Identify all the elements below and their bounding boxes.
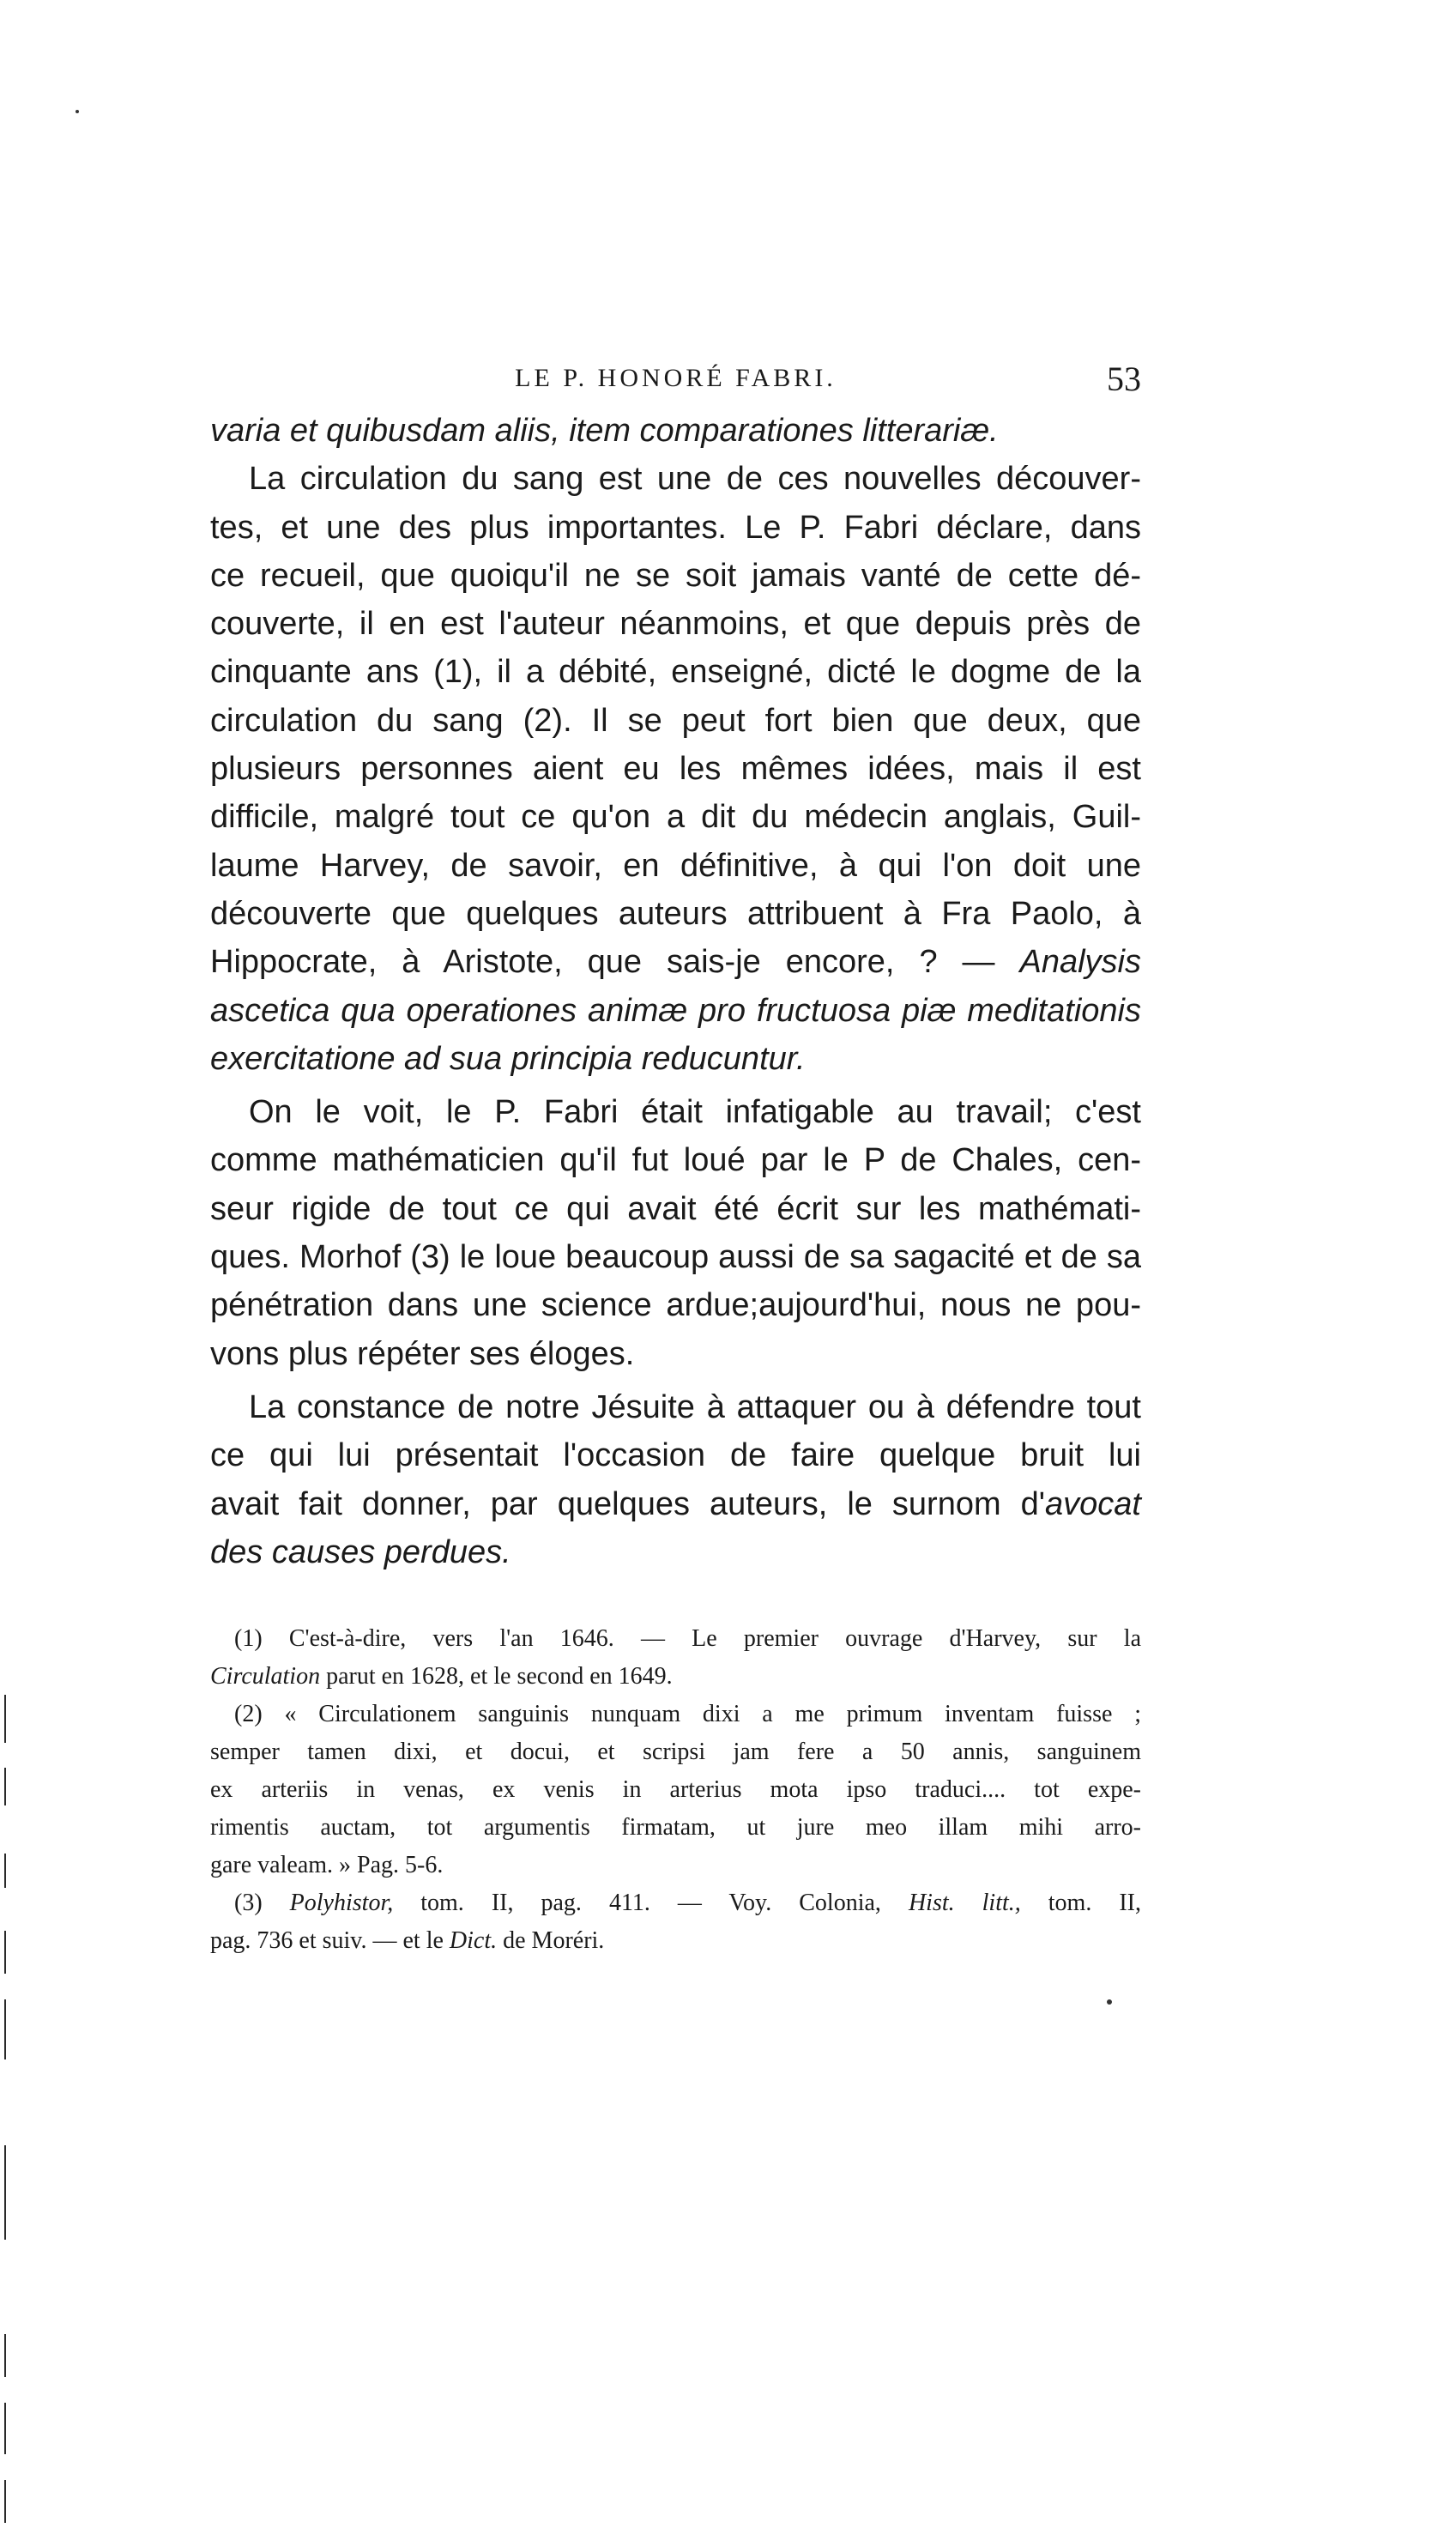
binding-mark	[4, 1768, 6, 1805]
footnote-line	[210, 1884, 1141, 1922]
page-header	[210, 359, 1141, 402]
running-head: LE P. HONORÉ FABRI.	[515, 364, 837, 392]
text-line: vons plus répéter ses éloges.	[210, 1335, 635, 1372]
text-line: difficile, malgré tout ce qu'on a dit du médecin anglais, Guil-	[210, 799, 1141, 836]
text-line: laume Harvey, de savoir, en définitive, à qui l'on doit une	[210, 847, 1141, 884]
text-line: des causes perdues.	[210, 1533, 511, 1570]
text-line: exercitatione ad sua principia reducuntur.	[210, 1040, 806, 1077]
binding-mark	[4, 2145, 6, 2240]
footnote-1	[210, 1620, 1141, 1696]
binding-mark	[4, 1931, 6, 1974]
text-line: varia et quibusdam aliis, item comparationes litterariæ.	[210, 413, 999, 449]
text-run: Hippocrate, à Aristote, que sais-je encore, ? —	[210, 944, 1020, 981]
footnote-line: rimentis auctam, tot argumentis firmatam, ut jure meo illam mihi arro-	[210, 1814, 1141, 1841]
work-title: Analysis	[1019, 944, 1141, 981]
text-line: pénétration dans une science ardue;aujourd'hui, nous ne pou-	[210, 1287, 1141, 1324]
binding-mark	[4, 2480, 6, 2523]
footnote-line: (2) « Circulationem sanguinis nunquam dixi a me primum inventam fuisse ;	[234, 1701, 1141, 1727]
footnotes	[210, 1620, 1141, 1960]
text-line	[210, 1480, 1141, 1528]
footnote-line	[210, 1922, 1141, 1960]
binding-mark	[4, 1695, 6, 1743]
speck	[1107, 1999, 1112, 2005]
text-line: cinquante ans (1), il a débité, enseigné, dicté le dogme de la	[210, 654, 1141, 691]
text-line: ce recueil, que quoiqu'il ne se soit jamais vanté de cette dé-	[210, 557, 1141, 594]
footnote-line	[210, 1658, 1141, 1696]
footnote-line: semper tamen dixi, et docui, et scripsi jam fere a 50 annis, sanguinem	[210, 1739, 1141, 1765]
text-line: plusieurs personnes aient eu les mêmes idées, mais il est	[210, 751, 1141, 788]
text-line: On le voit, le P. Fabri était infatigable au travail; c'est	[249, 1094, 1141, 1131]
body-text	[210, 407, 1141, 1576]
text-run: tom. II,	[1020, 1890, 1141, 1916]
binding-mark	[4, 1854, 6, 1888]
footnote-3	[210, 1884, 1141, 1960]
speck	[76, 110, 79, 113]
italic-title: Dict.	[449, 1927, 498, 1954]
italic-title: Hist. litt.,	[908, 1890, 1021, 1916]
binding-mark	[4, 2334, 6, 2377]
text-run: parut en 1628, et le second en 1649.	[320, 1663, 673, 1690]
page-number: 53	[1107, 360, 1141, 398]
text-line: couverte, il en est l'auteur néanmoins, et que depuis près de	[210, 606, 1141, 643]
text-run: tom. II, pag. 411. — Voy. Colonia,	[393, 1890, 909, 1916]
text-run: de Moréri.	[497, 1927, 605, 1954]
footnote-line: (1) C'est-à-dire, vers l'an 1646. — Le premier ouvrage d'Harvey, sur la	[234, 1625, 1141, 1652]
footnote-2	[210, 1696, 1141, 1884]
text-line: seur rigide de tout ce qui avait été écrit sur les mathémati-	[210, 1190, 1141, 1227]
footnote-line: ex arteriis in venas, ex venis in arterius mota ipso traduci.... tot expe-	[210, 1776, 1141, 1803]
paragraph-2	[210, 455, 1141, 1083]
text-line: La constance de notre Jésuite à attaquer ou à défendre tout	[249, 1388, 1141, 1425]
paragraph-4	[210, 1383, 1141, 1576]
binding-mark	[4, 2403, 6, 2454]
text-line: La circulation du sang est une de ces nouvelles découver-	[249, 461, 1141, 498]
paragraph-3	[210, 1088, 1141, 1378]
text-line: ascetica qua operationes animæ pro fructuosa piæ meditationis	[210, 992, 1141, 1029]
text-line: ques. Morhof (3) le loue beaucoup aussi de sa sagacité et de sa	[210, 1239, 1141, 1276]
text-line: ce qui lui présentait l'occasion de faire quelque bruit lui	[210, 1437, 1141, 1474]
text-run: (3)	[234, 1890, 290, 1916]
paragraph-1	[210, 407, 1141, 455]
text-line	[210, 938, 1141, 986]
italic-word: Circulation	[210, 1663, 321, 1690]
footnote-line: gare valeam. » Pag. 5-6.	[210, 1852, 444, 1878]
text-run: avait fait donner, par quelques auteurs, le surnom d'	[210, 1485, 1046, 1522]
italic-title: Polyhistor,	[289, 1890, 394, 1916]
text-run: pag. 736 et suiv. — et le	[210, 1927, 450, 1954]
binding-mark	[4, 1999, 6, 2059]
text-line: tes, et une des plus importantes. Le P. Fabri déclare, dans	[210, 509, 1141, 546]
italic-phrase: avocat	[1045, 1485, 1141, 1522]
text-line: comme mathématicien qu'il fut loué par le P de Chales, cen-	[210, 1142, 1141, 1179]
text-line: circulation du sang (2). Il se peut fort bien que deux, que	[210, 702, 1141, 739]
text-line: découverte que quelques auteurs attribuent à Fra Paolo, à	[210, 895, 1141, 932]
